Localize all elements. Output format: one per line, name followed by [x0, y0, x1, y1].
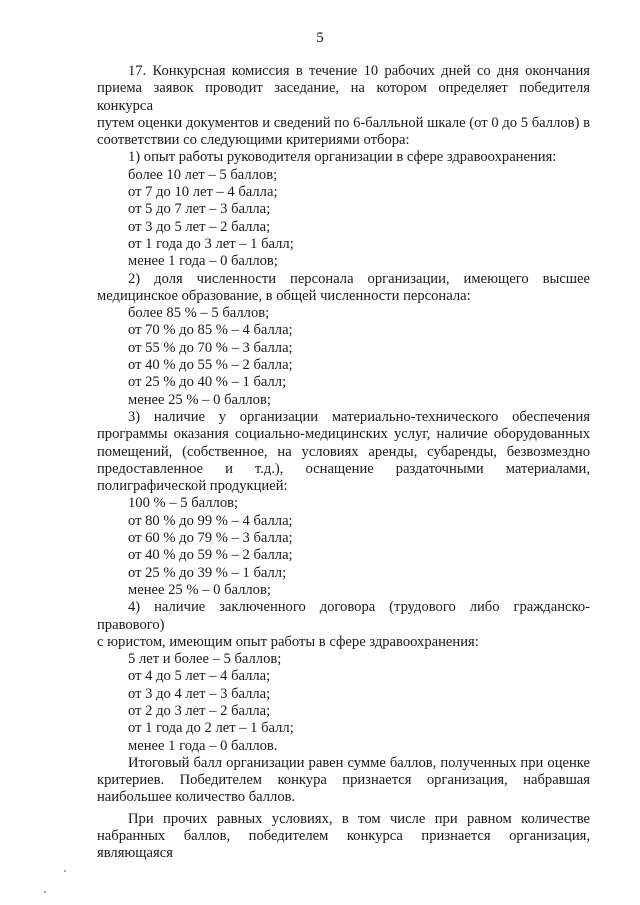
criterion-2-title-line: 2) доля численности персонала организации, имеющего высшее [128, 270, 590, 287]
score-item: от 3 до 5 лет – 2 балла; [128, 218, 271, 235]
score-item: от 70 % до 85 % – 4 балла; [128, 322, 293, 339]
total-score-line: критериев. Победителем конкура признается организация, набравшая [97, 772, 590, 789]
criterion-3 [97, 409, 590, 599]
scan-speck [44, 891, 46, 893]
criterion-4-title-line: 4) наличие заключенного договора (трудового либо гражданско-правового) [97, 599, 590, 633]
equal-conditions-line: набранных баллов, победителем конкурса признается организация, являющаяся [97, 828, 590, 862]
criterion-3-title-line: предоставленное и т.д.), оснащение раздаточными материалами, [97, 460, 590, 477]
score-item: от 2 до 3 лет – 2 балла; [128, 702, 271, 719]
score-item: от 7 до 10 лет – 4 балла; [128, 184, 278, 201]
score-item: от 40 % до 55 % – 2 балла; [128, 357, 293, 374]
score-item: более 10 лет – 5 баллов; [128, 166, 278, 183]
criterion-3-title-line: 3) наличие у организации материально-технического обеспечения [128, 408, 590, 425]
total-score-line: Итоговый балл организации равен сумме баллов, полученных при оценке [128, 754, 590, 771]
scan-speck [64, 870, 66, 872]
criterion-1 [97, 149, 590, 270]
score-item: от 3 до 4 лет – 3 балла; [128, 685, 271, 702]
criterion-3-title-line: полиграфической продукцией: [97, 478, 288, 495]
score-item: от 55 % до 70 % – 3 балла; [128, 339, 293, 356]
score-item: 5 лет и более – 5 баллов; [128, 651, 282, 668]
score-item: 100 % – 5 баллов; [128, 495, 239, 512]
paragraph-17-line: путем оценки документов и сведений по 6-балльной шкале (от 0 до 5 баллов) в [97, 114, 590, 131]
score-item: от 1 года до 2 лет – 1 балл; [128, 720, 294, 737]
score-item: от 1 года до 3 лет – 1 балл; [128, 235, 294, 252]
document-body [97, 63, 590, 863]
criterion-3-title-line: программы оказания социально-медицинских услуг, наличие оборудованных [97, 426, 590, 443]
criterion-3-title-line: помещений, (собственное, на условиях аренды, субаренды, безвозмездно [97, 443, 590, 460]
criterion-1-title: 1) опыт работы руководителя организации в сфере здравоохранения: [128, 149, 557, 166]
score-item: менее 25 % – 0 баллов; [128, 391, 271, 408]
score-item: от 60 % до 79 % – 3 балла; [128, 530, 293, 547]
paragraph-17-line: 17. Конкурсная комиссия в течение 10 рабочих дней со дня окончания [128, 63, 590, 79]
score-item: более 85 % – 5 баллов; [128, 305, 270, 322]
score-item: от 4 до 5 лет – 4 балла; [128, 668, 271, 685]
criterion-2-title-line: медицинское образование, в общей численности персонала: [97, 287, 471, 304]
criterion-4-title-line: с юристом, имеющим опыт работы в сфере здравоохранения: [97, 633, 479, 650]
score-item: от 25 % до 40 % – 1 балл; [128, 374, 287, 391]
page-number: 5 [316, 30, 324, 46]
score-item: менее 25 % – 0 баллов; [128, 581, 271, 598]
score-item: менее 1 года – 0 баллов; [128, 253, 278, 270]
equal-conditions-paragraph [97, 811, 590, 863]
criterion-2 [97, 271, 590, 409]
score-item: менее 1 года – 0 баллов. [128, 737, 278, 754]
criterion-4 [97, 599, 590, 755]
score-item: от 80 % до 99 % – 4 балла; [128, 512, 293, 529]
paragraph-17 [97, 63, 590, 149]
paragraph-17-line: приема заявок проводит заседание, на котором определяет победителя конкурса [97, 80, 590, 114]
total-score-line: наибольшее количество баллов. [97, 789, 296, 806]
equal-conditions-line: При прочих равных условиях, в том числе при равном количестве [128, 810, 590, 827]
score-item: от 25 % до 39 % – 1 балл; [128, 564, 287, 581]
score-item: от 5 до 7 лет – 3 балла; [128, 201, 271, 218]
total-score-paragraph [97, 755, 590, 807]
paragraph-17-line: соответствии со следующими критериями отбора: [97, 132, 410, 149]
score-item: от 40 % до 59 % – 2 балла; [128, 547, 293, 564]
